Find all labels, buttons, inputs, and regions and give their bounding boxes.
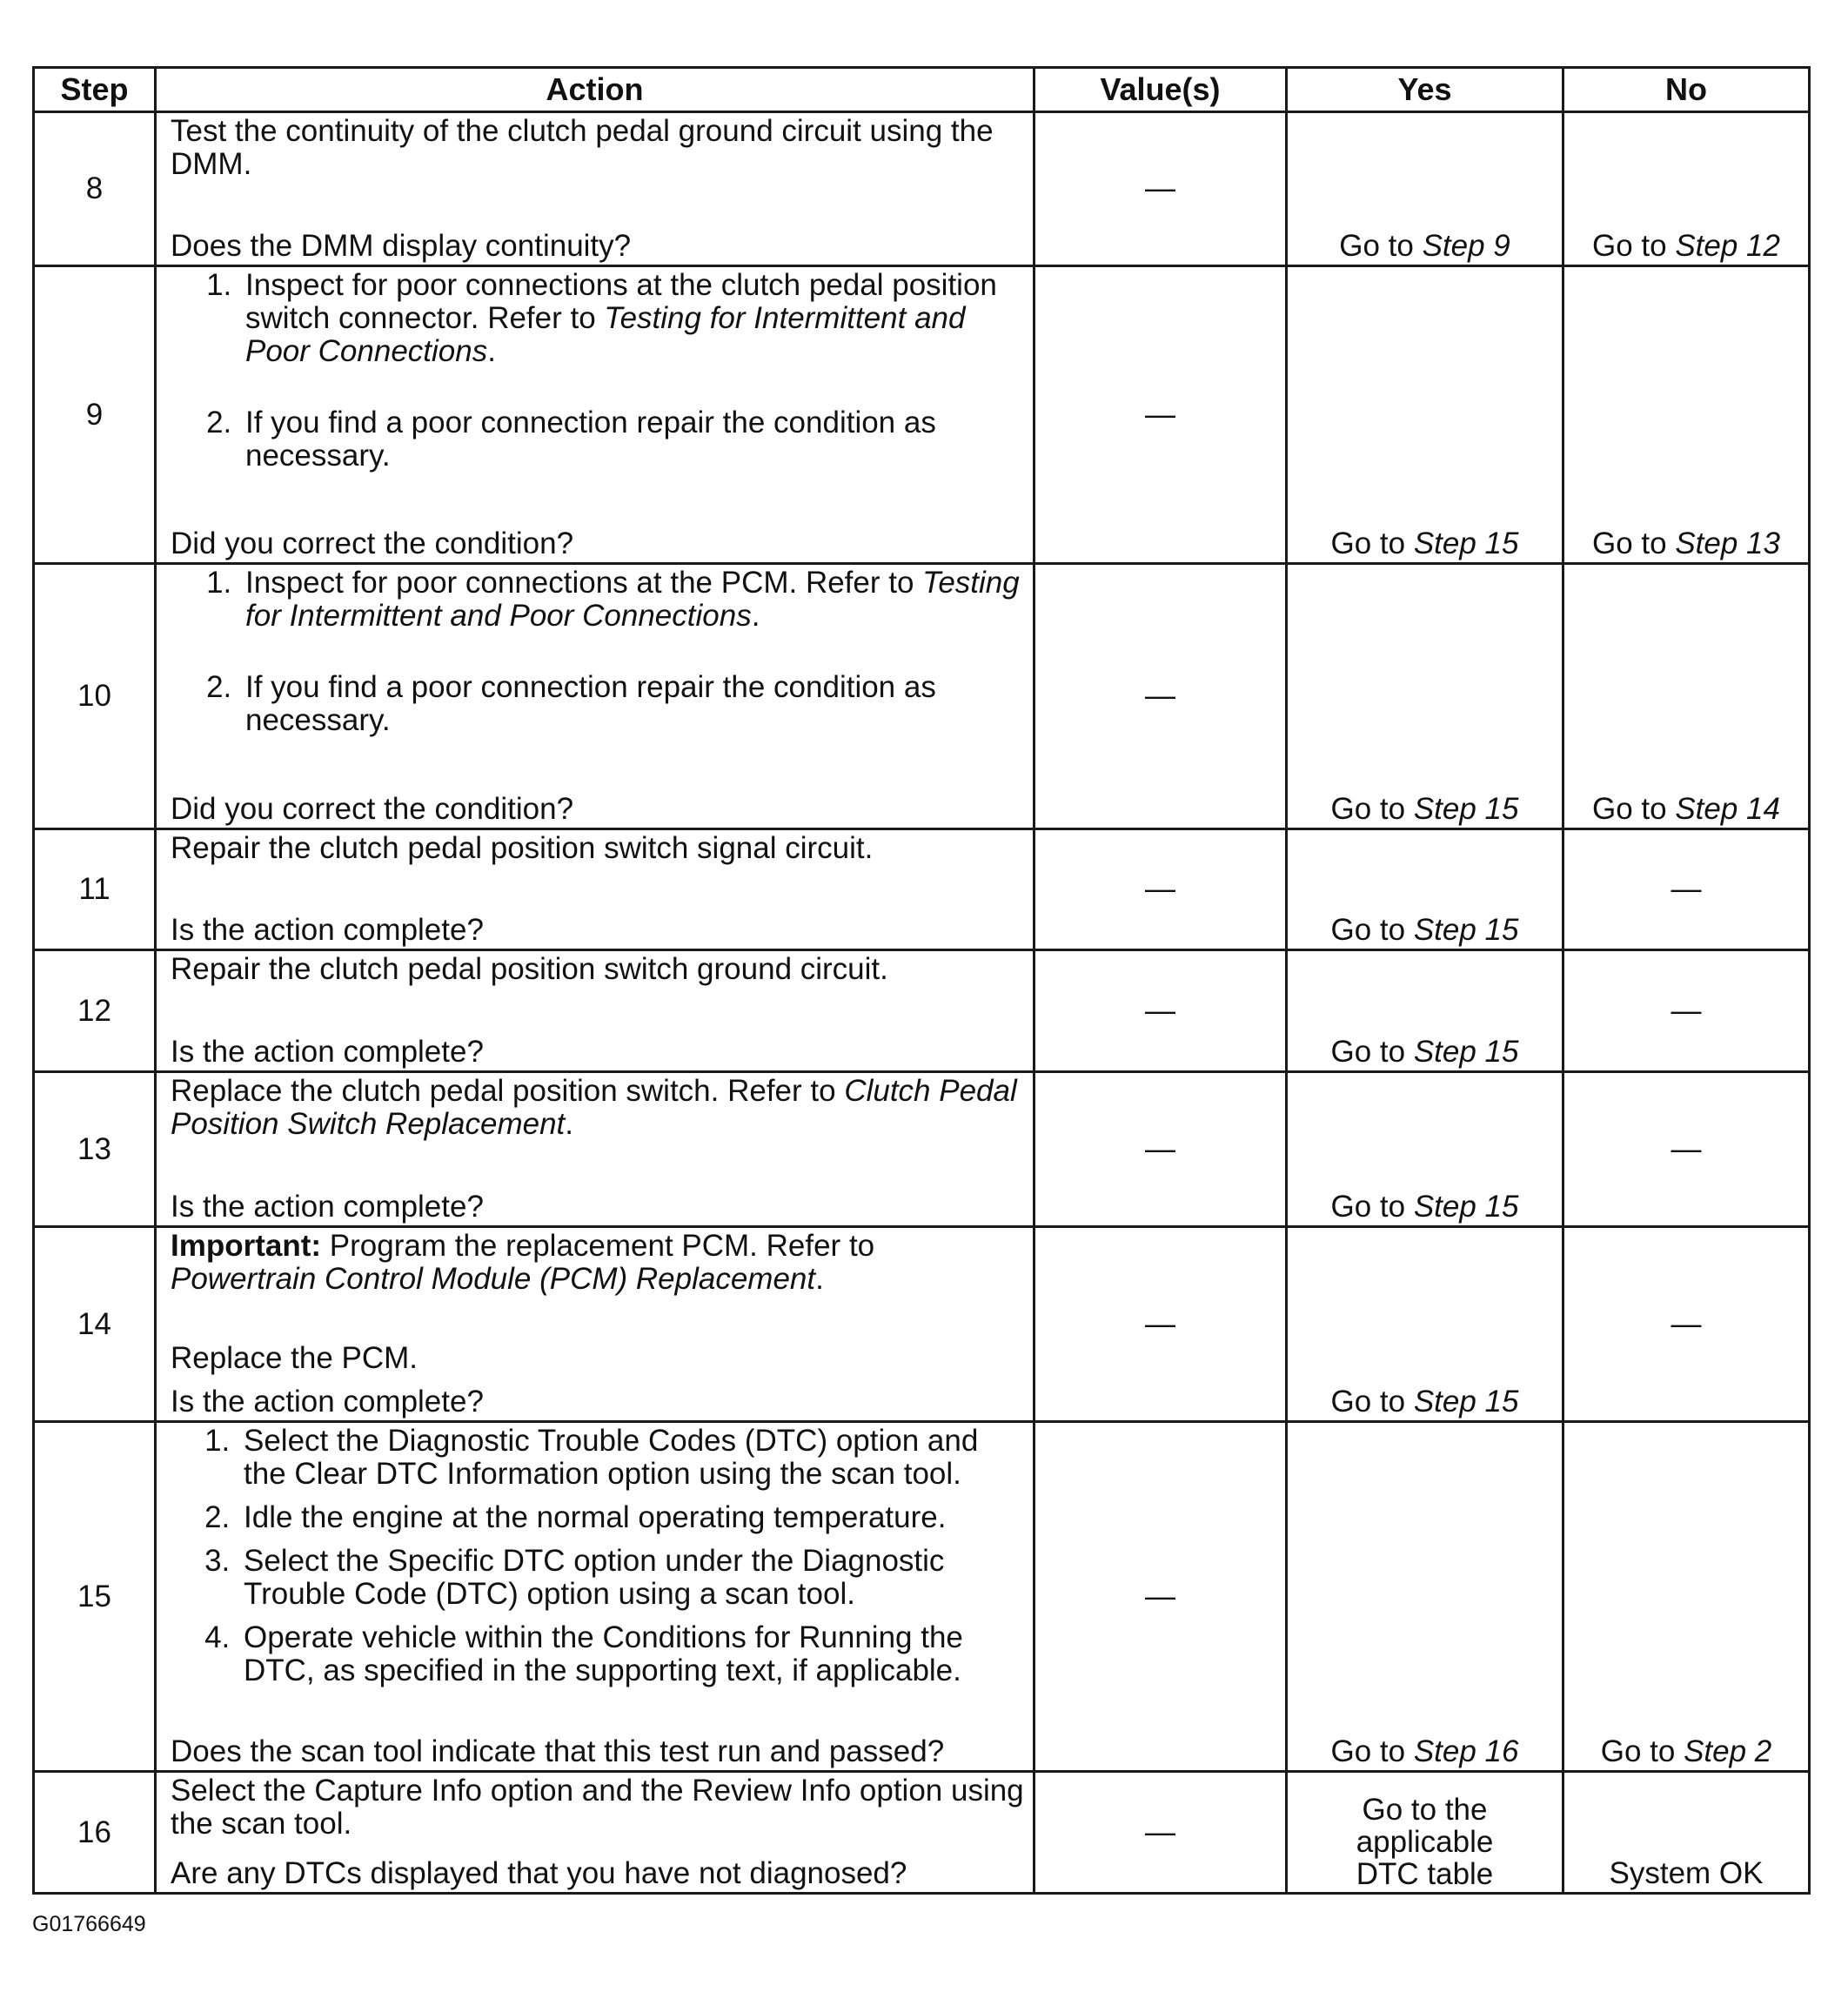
table-row (34, 950, 1810, 1072)
action-question: Does the scan tool indicate that this test run and passed? (171, 1734, 945, 1768)
header-values: Value(s) (1034, 68, 1287, 112)
no-cell: — (1563, 829, 1810, 950)
yes-cell (1287, 950, 1563, 1072)
table-row (34, 1072, 1810, 1227)
action-question: Does the DMM display continuity? (171, 229, 632, 263)
reference-link[interactable]: Clutch Pedal Position Switch Replacement (171, 1074, 1017, 1141)
header-no: No (1563, 68, 1810, 112)
figure-id: G01766649 (32, 1912, 146, 1936)
item-text: Inspect for poor connections at the clutch pedal position switch connector. Refer to (245, 268, 997, 335)
value-cell: — (1034, 950, 1287, 1072)
yes-step-link[interactable]: Step 15 (1413, 1190, 1519, 1224)
yes-cell (1287, 1422, 1563, 1772)
no-cell: — (1563, 1072, 1810, 1227)
table-row (34, 266, 1810, 564)
yes-cell (1287, 112, 1563, 266)
action-cell (156, 564, 1034, 829)
no-prefix: Go to (1592, 792, 1676, 826)
action-cell (156, 950, 1034, 1072)
action-question: Is the action complete? (171, 1190, 484, 1224)
action-text: Test the continuity of the clutch pedal ground circuit using the DMM. (171, 114, 994, 181)
value-cell: — (1034, 564, 1287, 829)
list-item: 2. If you find a poor connection repair the condition as necessary. (240, 406, 1024, 473)
reference-link[interactable]: Testing for Intermittent and Poor Connections (245, 566, 1020, 633)
action-question: Are any DTCs displayed that you have not diagnosed? (171, 1856, 907, 1890)
important-text: Program the replacement PCM. Refer to (321, 1229, 875, 1263)
diagnostic-step-table (32, 66, 1811, 1895)
table-row (34, 112, 1810, 266)
step-number: 12 (34, 950, 156, 1072)
value-cell: — (1034, 112, 1287, 266)
action-list (171, 1425, 1024, 1687)
value-cell: — (1034, 266, 1287, 564)
yes-cell (1287, 266, 1563, 564)
no-cell (1563, 266, 1810, 564)
list-item: 2. Idle the engine at the normal operating temperature. (238, 1501, 1024, 1534)
yes-cell (1287, 1227, 1563, 1422)
action-bottom (171, 1342, 1024, 1419)
no-step-link[interactable]: Step 13 (1675, 527, 1780, 560)
step-number: 8 (34, 112, 156, 266)
yes-line: Go to the (1362, 1793, 1488, 1827)
yes-step-link[interactable]: Step 15 (1413, 527, 1519, 560)
list-item: 1. Select the Diagnostic Trouble Codes (DTC) option and the Clear DTC Information option using the scan tool. (238, 1425, 1024, 1491)
item-text-end: . (487, 334, 496, 368)
action-text: Replace the PCM. (171, 1341, 418, 1375)
yes-line: DTC table (1356, 1857, 1494, 1891)
no-prefix: Go to (1592, 527, 1676, 560)
no-step-link[interactable]: Step 14 (1675, 792, 1780, 826)
action-cell (156, 266, 1034, 564)
table-row (34, 1227, 1810, 1422)
step-number: 10 (34, 564, 156, 829)
action-cell (156, 1072, 1034, 1227)
no-prefix: Go to (1592, 229, 1676, 263)
yes-step-link[interactable]: Step 15 (1413, 1385, 1519, 1419)
no-cell (1563, 564, 1810, 829)
value-cell: — (1034, 1227, 1287, 1422)
step-number: 13 (34, 1072, 156, 1227)
yes-step-link[interactable]: Step 15 (1413, 913, 1519, 947)
table-row (34, 1772, 1810, 1894)
item-text-end: . (751, 599, 760, 633)
yes-cell (1287, 1772, 1563, 1894)
table-row (34, 1422, 1810, 1772)
action-text: Repair the clutch pedal position switch ground circuit. (171, 952, 888, 986)
action-text-start: Replace the clutch pedal position switch. Refer to (171, 1074, 845, 1108)
action-text-end: . (565, 1107, 574, 1141)
table-row (34, 564, 1810, 829)
action-question: Is the action complete? (171, 913, 484, 947)
item-text: Inspect for poor connections at the PCM. Refer to (245, 566, 923, 600)
yes-cell (1287, 564, 1563, 829)
action-cell (156, 1772, 1034, 1894)
yes-step-link[interactable]: Step 9 (1422, 229, 1510, 263)
table-header-row (34, 68, 1810, 112)
yes-step-link[interactable]: Step 16 (1413, 1734, 1519, 1768)
reference-link[interactable]: Powertrain Control Module (PCM) Replacement (171, 1262, 816, 1296)
yes-prefix: Go to (1330, 1190, 1414, 1224)
list-item: 3. Select the Specific DTC option under the Diagnostic Trouble Code (DTC) option using a scan tool. (238, 1545, 1024, 1611)
value-cell: — (1034, 1072, 1287, 1227)
step-number: 15 (34, 1422, 156, 1772)
list-item (240, 269, 1024, 368)
important-end: . (815, 1262, 824, 1296)
no-step-link[interactable]: Step 2 (1684, 1734, 1772, 1768)
no-cell (1563, 1422, 1810, 1772)
list-item: 4. Operate vehicle within the Conditions for Running the DTC, as specified in the supporting text, if applicable. (238, 1621, 1024, 1687)
action-text: Select the Capture Info option and the Review Info option using the scan tool. (171, 1774, 1024, 1841)
important-note (171, 1230, 1024, 1296)
action-list (171, 269, 1024, 473)
yes-prefix: Go to (1330, 1035, 1414, 1069)
yes-line: applicable (1356, 1825, 1494, 1859)
list-item (240, 567, 1024, 633)
step-number: 16 (34, 1772, 156, 1894)
action-cell (156, 1227, 1034, 1422)
header-action: Action (156, 68, 1034, 112)
action-cell (156, 1422, 1034, 1772)
action-cell (156, 829, 1034, 950)
action-cell (156, 112, 1034, 266)
no-cell (1563, 112, 1810, 266)
action-text (171, 1075, 1024, 1141)
action-list (171, 567, 1024, 737)
action-question: Is the action complete? (171, 1385, 484, 1419)
yes-prefix: Go to (1330, 527, 1414, 560)
important-label: Important: (171, 1229, 322, 1263)
value-cell: — (1034, 1772, 1287, 1894)
action-question: Did you correct the condition? (171, 792, 574, 826)
no-cell: — (1563, 1227, 1810, 1422)
header-step: Step (34, 68, 156, 112)
yes-prefix: Go to (1330, 1734, 1414, 1768)
header-yes: Yes (1287, 68, 1563, 112)
no-prefix: Go to (1600, 1734, 1684, 1768)
value-cell: — (1034, 1422, 1287, 1772)
step-number: 9 (34, 266, 156, 564)
list-item: 2. If you find a poor connection repair the condition as necessary. (240, 671, 1024, 737)
value-cell: — (1034, 829, 1287, 950)
no-cell: System OK (1563, 1772, 1810, 1894)
action-question: Did you correct the condition? (171, 527, 574, 560)
yes-prefix: Go to (1330, 913, 1414, 947)
yes-step-link[interactable]: Step 15 (1413, 1035, 1519, 1069)
yes-prefix: Go to (1330, 792, 1414, 826)
yes-prefix: Go to (1330, 1385, 1414, 1419)
yes-cell (1287, 829, 1563, 950)
yes-cell (1287, 1072, 1563, 1227)
yes-step-link[interactable]: Step 15 (1413, 792, 1519, 826)
step-number: 11 (34, 829, 156, 950)
reference-link[interactable]: Testing for Intermittent and Poor Connections (245, 301, 966, 368)
no-cell: — (1563, 950, 1810, 1072)
yes-prefix: Go to (1339, 229, 1423, 263)
step-number: 14 (34, 1227, 156, 1422)
table-row (34, 829, 1810, 950)
no-step-link[interactable]: Step 12 (1675, 229, 1780, 263)
action-question: Is the action complete? (171, 1035, 484, 1069)
action-text: Repair the clutch pedal position switch signal circuit. (171, 831, 874, 865)
